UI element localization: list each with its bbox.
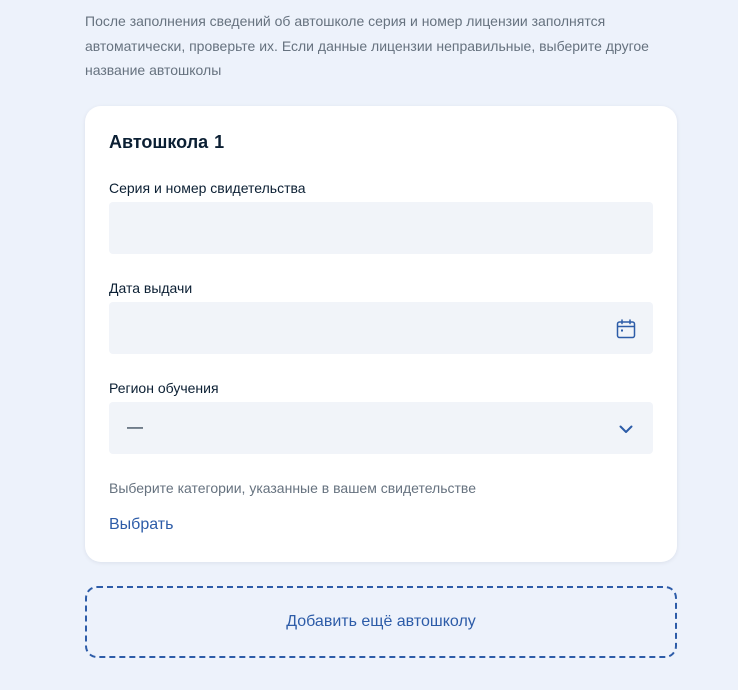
card-title-text: Автошкола (109, 132, 209, 152)
categories-hint: Выберите категории, указанные в вашем свидетельстве (109, 480, 476, 496)
region-select[interactable] (109, 402, 653, 454)
chevron-down-icon[interactable] (616, 419, 636, 439)
intro-text: После заполнения сведений об автошколе серия и номер лицензии заполнятся автоматически, проверьте их. Если данные лицензии неправильные, выберите другое название автошколы (85, 13, 649, 78)
issue-date-input[interactable] (109, 302, 653, 354)
region-selected-value: — (127, 419, 143, 436)
choose-categories-link[interactable]: Выбрать (109, 516, 174, 533)
certificate-input[interactable] (109, 202, 653, 254)
calendar-icon[interactable] (616, 319, 636, 339)
issue-date-label: Дата выдачи (109, 280, 193, 296)
add-driving-school-button[interactable]: Добавить ещё автошколу (85, 586, 677, 658)
certificate-label: Серия и номер свидетельства (109, 180, 306, 196)
region-label: Регион обучения (109, 380, 219, 396)
driving-school-card (85, 106, 677, 562)
card-title (109, 131, 224, 153)
card-title-number: 1 (214, 132, 225, 152)
